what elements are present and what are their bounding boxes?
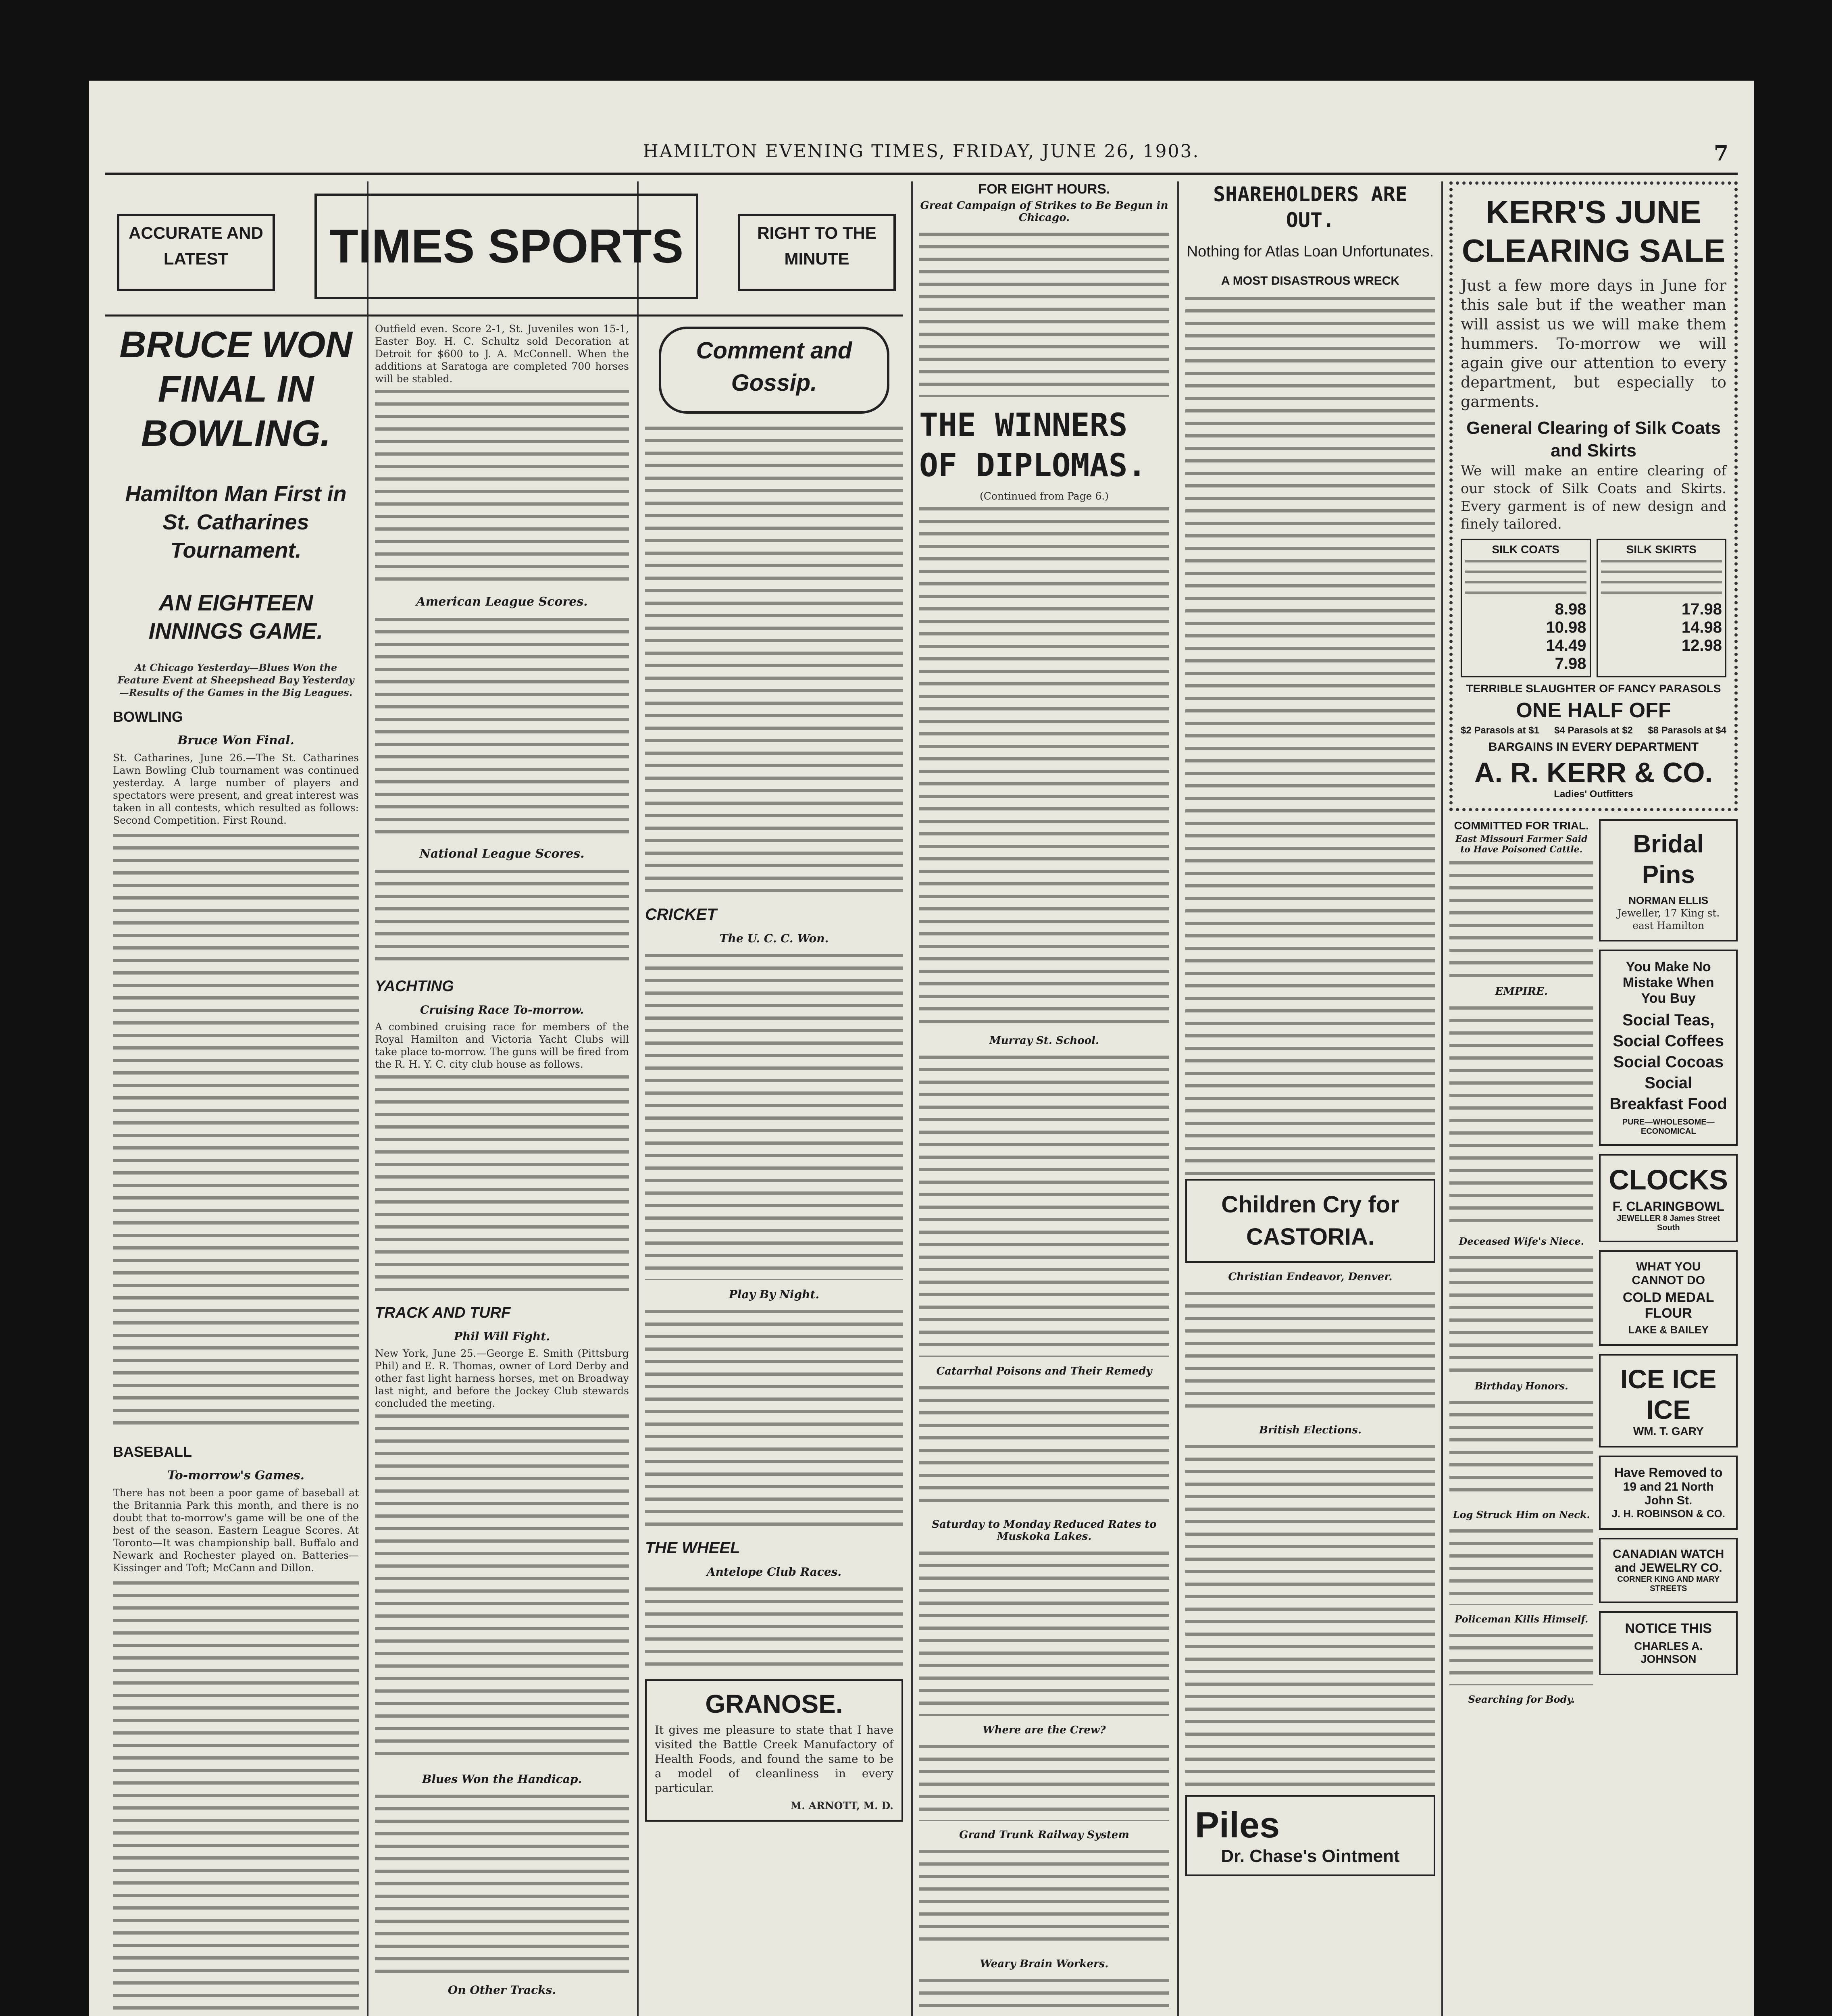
headline-niece: Deceased Wife's Niece. [1459, 1235, 1584, 1247]
sub-american: American League Scores. [416, 595, 588, 609]
deck-atlas: Nothing for Atlas Loan Unfortunates. [1187, 243, 1434, 260]
ads-column [1599, 819, 1738, 1709]
sub-crew: Where are the Crew? [983, 1724, 1106, 1736]
piles-ad [1185, 1795, 1435, 1876]
section-bowling: BOWLING [113, 708, 183, 725]
kerr-ad [1449, 181, 1738, 811]
headline-hamilton: Hamilton Man First in St. Catharines Tournament. [125, 482, 347, 562]
social-products: Social Teas, Social Coffees Social Cocoas Social Breakfast Food [1609, 1011, 1727, 1113]
bowling-results-text [113, 829, 359, 1434]
headline-committed: COMMITTED FOR TRIAL. [1454, 819, 1589, 832]
parasol-price-3: $8 Parasols at $4 [1648, 725, 1726, 736]
flour-seller: LAKE & BAILEY [1628, 1324, 1709, 1336]
section-track: TRACK AND TURF [375, 1304, 511, 1321]
track-text [375, 1410, 629, 1764]
gossip-text [645, 422, 903, 898]
ice-seller: WM. T. GARY [1633, 1425, 1704, 1437]
deck-committed: East Missouri Farmer Said to Have Poisoned Cattle. [1455, 834, 1588, 855]
racing-notes-text [375, 385, 629, 587]
committed-text [1449, 856, 1593, 977]
banner-right-box: RIGHT TO THE MINUTE [738, 214, 896, 291]
elections-text [1185, 1440, 1435, 1795]
murray-text [919, 1051, 1169, 1357]
log-text [1449, 1524, 1593, 1605]
bridal-title: Bridal Pins [1633, 830, 1704, 889]
headline-bruce: BRUCE WON FINAL IN BOWLING. [119, 324, 352, 454]
sub-brain: Weary Brain Workers. [980, 1958, 1109, 1970]
watch-ad [1599, 1538, 1738, 1603]
parasol-prices [1461, 725, 1726, 736]
watch-title: CANADIAN WATCH and JEWELRY CO. [1613, 1547, 1724, 1574]
sub-national: National League Scores. [419, 847, 585, 861]
silk-skirts-box [1597, 539, 1727, 677]
section-yachting: YACHTING [375, 978, 454, 995]
sub-denver: Christian Endeavor, Denver. [1228, 1271, 1393, 1283]
masthead-line: HAMILTON EVENING TIMES, FRIDAY, JUNE 26, 1903. [643, 141, 1200, 162]
headline-birthday: Birthday Honors. [1474, 1380, 1568, 1392]
bargains: BARGAINS IN EVERY DEPARTMENT [1488, 740, 1699, 754]
clocks-ad [1599, 1154, 1738, 1242]
national-scores-text [375, 865, 629, 970]
story-baseball: There has not been a poor game of baseball at the Britannia Park this month, and there is no doubt that to-morrow's game will be one of the best of the season. Eastern League Scores. At Toronto—It was championship ball. Buffalo and Newark and Rochester played on. Batteries—Kissinger and Toft; McCann and Dillon. [113, 1487, 359, 1574]
handicap-text [375, 1790, 629, 1975]
story-track: New York, June 25.—George E. Smith (Pittsburg Phil) and E. R. Thomas, owner of Lord Derby and other fast light harness horses, met on Broadway last night, and before the Jockey Club stewards concluded the meeting. [375, 1347, 629, 1409]
column-rule [911, 181, 913, 2016]
castoria-ad [1185, 1179, 1435, 1263]
deck: At Chicago Yesterday—Blues Won the Feature Event at Sheepshead Bay Yesterday—Results of the Games in the Big Leagues. [117, 662, 354, 698]
column-rule [1441, 181, 1443, 2016]
continued-note: (Continued from Page 6.) [980, 490, 1109, 502]
half-off: ONE HALF OFF [1516, 699, 1671, 722]
racing-notes: Outfield even. Score 2-1, St. Juveniles won 15-1, Easter Boy. H. C. Schultz sold Decoration at Detroit for $600 to J. A. McConnell. When the additions at Saratoga are completed 700 horses will be stabled. [375, 323, 629, 385]
ice-ad [1599, 1354, 1738, 1447]
claringbowl-name: F. CLARINGBOWL [1612, 1199, 1724, 1214]
column-2 [375, 323, 629, 2016]
granose-body: It gives me pleasure to state that I have visited the Battle Creek Manufactory of Health Foods, and found the same to be a model of cleanliness in every particular. [655, 1723, 893, 1795]
deck-strikes: Great Campaign of Strikes to Be Begun in Chicago. [920, 200, 1168, 224]
claringbowl-addr: JEWELLER 8 James Street South [1617, 1214, 1720, 1232]
kerr-sub-text: We will make an entire clearing of our stock of Silk Coats and Skirts. Every garment is of new design and finely tailored. [1461, 463, 1726, 532]
flour-head: WHAT YOU CANNOT DO [1632, 1260, 1705, 1287]
robinson-addr: 19 and 21 North John St. [1623, 1480, 1714, 1507]
clocks-title: CLOCKS [1609, 1164, 1728, 1195]
sports-banner [105, 185, 903, 306]
price-3: 14.49 [1546, 637, 1586, 654]
silk-coats-title: SILK COATS [1492, 543, 1559, 556]
column-4 [919, 181, 1169, 2016]
story-yachting: A combined cruising race for members of the Royal Hamilton and Victoria Yacht Clubs will take place to-morrow. The guns will be fired from the R. H. Y. C. city club house as follows. [375, 1021, 629, 1070]
sub-elections: British Elections. [1259, 1424, 1362, 1436]
price-5: 17.98 [1681, 600, 1722, 618]
page-number: 7 [1713, 141, 1730, 166]
kerr-brand-name: A. R. KERR & CO. [1474, 757, 1713, 788]
grand-trunk-text [919, 1845, 1169, 1950]
headline-innings: AN EIGHTEEN INNINGS GAME. [148, 590, 323, 644]
column-rule [367, 181, 368, 2016]
robinson-head: Have Removed to [1614, 1465, 1723, 1480]
parasol-head: TERRIBLE SLAUGHTER OF FANCY PARASOLS [1466, 682, 1721, 695]
section-baseball: BASEBALL [113, 1443, 192, 1460]
silk-skirts-text [1601, 556, 1722, 600]
bridal-ad [1599, 819, 1738, 941]
banner-rule [105, 314, 903, 317]
headline-search: Searching for Body. [1468, 1693, 1575, 1705]
masthead [113, 141, 1730, 165]
header-rule [105, 173, 1738, 175]
banner-title: TIMES SPORTS [314, 194, 698, 299]
sub-catarrh: Catarrhal Poisons and Their Remedy [936, 1365, 1152, 1377]
sub-phil: Phil Will Fight. [454, 1330, 550, 1343]
parasol-price-1: $2 Parasols at $1 [1461, 725, 1539, 736]
price-4: 7.98 [1555, 655, 1586, 673]
chase-brand: Dr. Chase's Ointment [1221, 1846, 1400, 1866]
wheel-text [645, 1583, 903, 1671]
watch-addr: CORNER KING AND MARY STREETS [1617, 1575, 1720, 1593]
kerr-title: KERR'S JUNE CLEARING SALE [1461, 194, 1726, 269]
muskoka-text [919, 1547, 1169, 1716]
yachting-text [375, 1070, 629, 1296]
story-bowling: St. Catharines, June 26.—The St. Catharines Lawn Bowling Club tournament was continued yesterday. A large number of players and spectators were present, and great interest was taken in all contests, which resulted as follows: Second Competition. First Round. [113, 752, 359, 826]
headline-shareholders: SHAREHOLDERS ARE OUT. [1213, 183, 1407, 232]
column-5 [1185, 181, 1435, 2016]
granose-title: GRANOSE. [705, 1689, 843, 1718]
sub-bruce: Bruce Won Final. [177, 733, 295, 748]
niece-text [1449, 1251, 1593, 1372]
silk-skirts-title: SILK SKIRTS [1626, 543, 1697, 556]
policeman-text [1449, 1629, 1593, 1685]
social-tagline: PURE—WHOLESOME—ECONOMICAL [1622, 1118, 1715, 1136]
flour-brand: COLD MEDAL FLOUR [1622, 1290, 1714, 1321]
section-cricket: CRICKET [645, 906, 717, 923]
strikes-text [919, 228, 1169, 397]
comment-gossip-box: Comment and Gossip. [659, 327, 889, 414]
news-column [1449, 819, 1593, 1709]
american-scores-text [375, 613, 629, 839]
silk-coats-text [1465, 556, 1586, 600]
newspaper-page [89, 81, 1754, 2016]
banner-left-box: ACCURATE AND LATEST [117, 214, 275, 291]
crew-text [919, 1740, 1169, 1821]
castoria-title: Children Cry for CASTORIA. [1221, 1191, 1399, 1250]
column-3 [645, 323, 903, 2016]
sub-play-by-night: Play By Night. [729, 1288, 820, 1301]
kerr-brand-tag: Ladies' Outfitters [1554, 789, 1633, 800]
denver-text [1185, 1287, 1435, 1416]
price-2: 10.98 [1546, 619, 1586, 636]
catarrh-text [919, 1381, 1169, 1510]
robinson-ad [1599, 1456, 1738, 1530]
column-6 [1449, 181, 1738, 2016]
flour-ad [1599, 1250, 1738, 1346]
notice-ad [1599, 1611, 1738, 1675]
baseball-scores-text [113, 1577, 359, 2016]
price-6: 14.98 [1681, 619, 1722, 636]
section-wheel: THE WHEEL [645, 1539, 740, 1557]
headline-eight-hours: FOR EIGHT HOURS. [978, 181, 1110, 197]
johnson-name: CHARLES A. JOHNSON [1634, 1640, 1703, 1665]
parasol-price-2: $4 Parasols at $2 [1554, 725, 1633, 736]
bridal-seller: NORMAN ELLIS [1628, 894, 1709, 906]
kerr-intro: Just a few more days in June for this sale but if the weather man will assist us we will make them hummers. To-morrow we will again give our attention to every department, but especially to garments. [1461, 277, 1726, 410]
wreck-text [1185, 292, 1435, 1179]
silk-columns [1461, 539, 1726, 677]
social-ad [1599, 950, 1738, 1146]
price-7: 12.98 [1681, 637, 1722, 654]
sub-games: To-morrow's Games. [167, 1468, 305, 1483]
kerr-sub: General Clearing of Silk Coats and Skirts [1466, 418, 1721, 460]
column-1 [113, 323, 359, 2016]
headline-log: Log Struck Him on Neck. [1453, 1509, 1590, 1520]
sub-cruising: Cruising Race To-morrow. [420, 1003, 584, 1016]
night-text [645, 1305, 903, 1531]
granose-sign: M. ARNOTT, M. D. [790, 1800, 893, 1812]
sub-muskoka: Saturday to Monday Reduced Rates to Muskoka Lakes. [932, 1518, 1157, 1543]
granose-ad [645, 1679, 903, 1822]
sub-ucc: The U. C. C. Won. [719, 932, 829, 945]
sub-antelope: Antelope Club Races. [706, 1565, 842, 1579]
silk-coats-box [1461, 539, 1591, 677]
headline-empire: EMPIRE. [1495, 985, 1548, 998]
kerr-brand [1461, 756, 1726, 800]
headline-policeman: Policeman Kills Himself. [1455, 1613, 1588, 1625]
notice-title: NOTICE THIS [1625, 1621, 1712, 1636]
bridal-addr: Jeweller, 17 King st. east Hamilton [1617, 907, 1720, 931]
diplomas-text [919, 502, 1169, 1027]
cricket-text [645, 949, 903, 1280]
piles-title: Piles [1195, 1805, 1280, 1845]
sub-blues: Blues Won the Handicap. [422, 1772, 582, 1786]
mistake-head: You Make No Mistake When You Buy [1622, 959, 1714, 1006]
headline-diplomas: THE WINNERS OF DIPLOMAS. [919, 407, 1147, 484]
column-rule [637, 181, 639, 2016]
sub-murray: Murray St. School. [989, 1035, 1099, 1047]
ice-title: ICE ICE ICE [1620, 1364, 1717, 1425]
brain-text [919, 1974, 1169, 2016]
birthday-text [1449, 1396, 1593, 1501]
price-1: 8.98 [1555, 600, 1586, 618]
empire-text [1449, 1002, 1593, 1227]
lower-ads [1449, 819, 1738, 1709]
column-rule [1177, 181, 1179, 2016]
sub-other-tracks: On Other Tracks. [448, 1983, 556, 1997]
sub-grand-trunk: Grand Trunk Railway System [959, 1829, 1129, 1841]
robinson-name: J. H. ROBINSON & CO. [1611, 1508, 1726, 1520]
headline-wreck: A MOST DISASTROUS WRECK [1221, 274, 1400, 287]
